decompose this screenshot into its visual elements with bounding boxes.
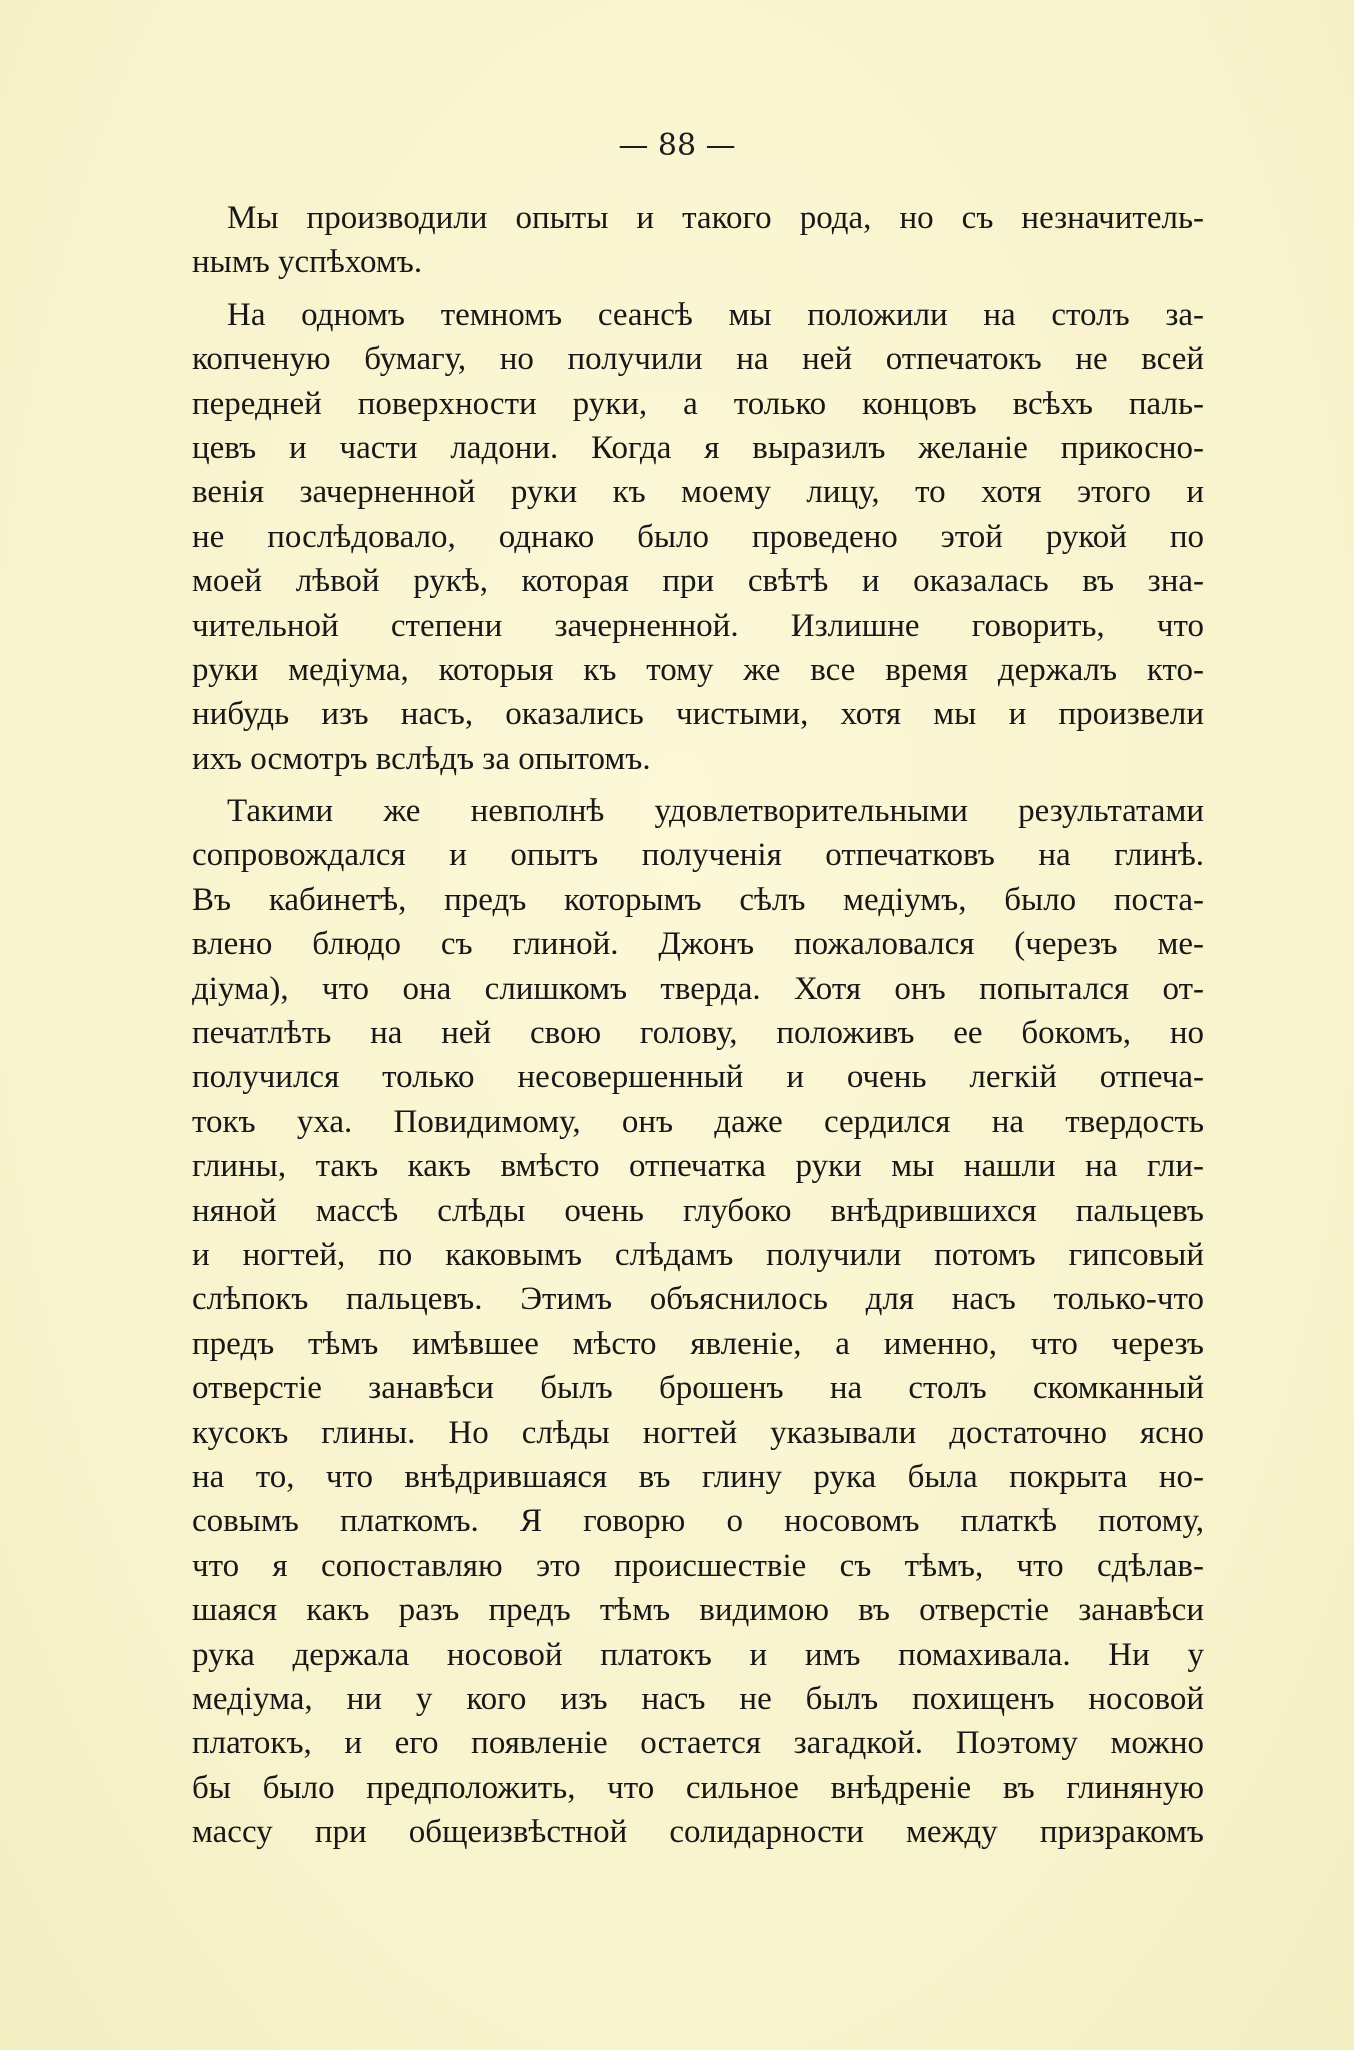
paragraph-3 bbox=[192, 789, 1204, 1854]
text-line: копченую бумагу, но получили на ней отпечатокъ не всей bbox=[192, 341, 1204, 378]
text-line: кусокъ глины. Но слѣды ногтей указывали достаточно ясно bbox=[192, 1414, 1204, 1451]
text-line: Въ кабинетѣ, предъ которымъ сѣлъ медiумъ, было поста- bbox=[192, 881, 1204, 918]
text-line: медiума, ни у кого изъ насъ не былъ похищенъ носовой bbox=[192, 1680, 1204, 1717]
text-line: массу при общеизвѣстной солидарности между призракомъ bbox=[192, 1814, 1204, 1851]
text-line: нибудь изъ насъ, оказались чистыми, хотя мы и произвели bbox=[192, 696, 1204, 733]
paragraph-2 bbox=[192, 293, 1204, 781]
text-line: влено блюдо съ глиной. Джонъ пожаловался (черезъ ме- bbox=[192, 926, 1204, 963]
text-line: передней поверхности руки, а только концовъ всѣхъ паль- bbox=[192, 385, 1204, 422]
text-line: чительной степени зачерненной. Излишне говорить, что bbox=[192, 607, 1204, 644]
text-line: На одномъ темномъ сеансѣ мы положили на столъ за- bbox=[227, 296, 1204, 333]
text-line: слѣпокъ пальцевъ. Этимъ объяснилось для насъ только-что bbox=[192, 1281, 1204, 1318]
page-number: — 88 — bbox=[618, 128, 736, 163]
text-line: токъ уха. Повидимому, онъ даже сердился на твердость bbox=[192, 1103, 1204, 1140]
text-line: отверстiе занавѣси былъ брошенъ на столъ скомканный bbox=[192, 1370, 1204, 1407]
text-line: на то, что внѣдрившаяся въ глину рука была покрыта но- bbox=[192, 1458, 1204, 1495]
text-line: венiя зачерненной руки къ моему лицу, то хотя этого и bbox=[192, 474, 1204, 511]
text-line: предъ тѣмъ имѣвшее мѣсто явленiе, а именно, что черезъ bbox=[192, 1325, 1204, 1362]
text-line: дiума), что она слишкомъ тверда. Хотя онъ попытался от- bbox=[192, 970, 1204, 1007]
paragraph-1 bbox=[192, 196, 1204, 285]
text-line: цевъ и части ладони. Когда я выразилъ желанiе прикосно- bbox=[192, 429, 1204, 466]
body-text bbox=[192, 196, 1204, 1854]
text-line: Такими же невполнѣ удовлетворительными результатами bbox=[227, 793, 1204, 830]
text-line: и ногтей, по каковымъ слѣдамъ получили потомъ гипсовый bbox=[192, 1236, 1204, 1273]
text-line: руки медiума, которыя къ тому же все время держалъ кто- bbox=[192, 651, 1204, 688]
text-line: няной массѣ слѣды очень глубоко внѣдрившихся пальцевъ bbox=[192, 1192, 1204, 1229]
text-line: что я сопоставляю это происшествiе съ тѣмъ, что сдѣлав- bbox=[192, 1547, 1204, 1584]
text-line: печатлѣть на ней свою голову, положивъ ее бокомъ, но bbox=[192, 1015, 1204, 1052]
text-line: шаяся какъ разъ предъ тѣмъ видимою въ отверстiе занавѣси bbox=[192, 1592, 1204, 1629]
text-line: получился только несовершенный и очень легкiй отпеча- bbox=[192, 1059, 1204, 1096]
text-line: платокъ, и его появленiе остается загадкой. Поэтому можно bbox=[192, 1725, 1204, 1762]
text-line: бы было предположить, что сильное внѣдренiе въ глиняную bbox=[192, 1769, 1204, 1806]
text-line: совымъ платкомъ. Я говорю о носовомъ платкѣ потому, bbox=[192, 1503, 1204, 1540]
text-line: нымъ успѣхомъ. bbox=[192, 244, 423, 281]
text-line: Мы производили опыты и такого рода, но съ незначитель- bbox=[227, 200, 1204, 236]
text-line: сопровождался и опытъ полученiя отпечатковъ на глинѣ. bbox=[192, 837, 1204, 874]
text-line: рука держала носовой платокъ и имъ помахивала. Ни у bbox=[192, 1636, 1204, 1673]
text-line: глины, такъ какъ вмѣсто отпечатка руки мы нашли на гли- bbox=[192, 1148, 1204, 1185]
text-line: ихъ осмотръ вслѣдъ за опытомъ. bbox=[192, 740, 651, 777]
text-line: не послѣдовало, однако было проведено этой рукой по bbox=[192, 518, 1204, 555]
text-line: моей лѣвой рукѣ, которая при свѣтѣ и оказалась въ зна- bbox=[192, 563, 1204, 600]
